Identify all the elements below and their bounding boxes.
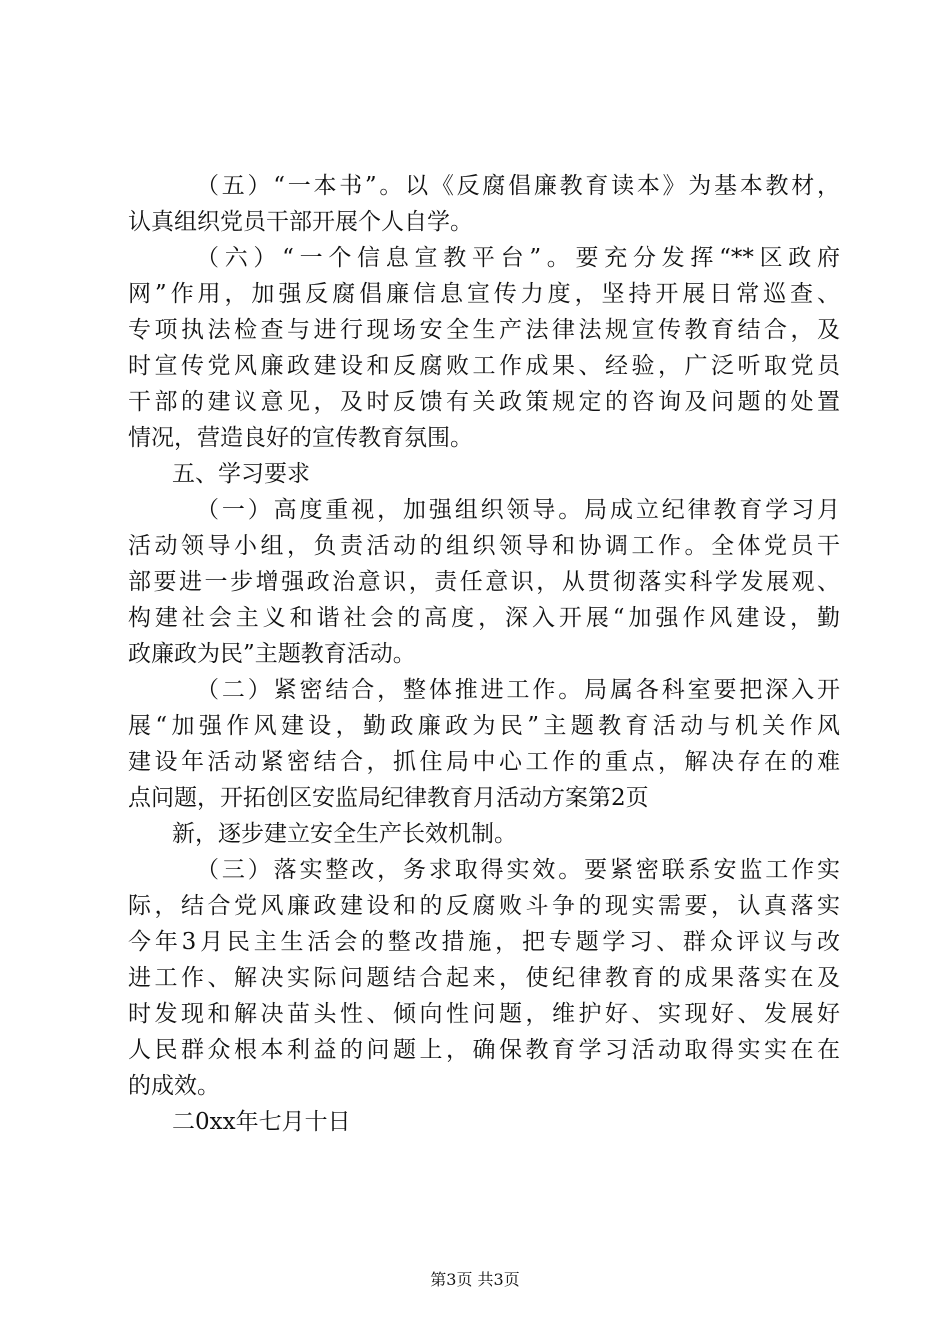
paragraph-line: 认真组织党员干部开展个人自学。 xyxy=(128,209,473,235)
paragraph-line: 的成效。 xyxy=(128,1073,220,1099)
page-footer: 第3页 共3页 xyxy=(430,1270,520,1289)
paragraph-line: 网”作用，加强反腐倡廉信息宣传力度，坚持开展日常巡查、 xyxy=(128,281,840,307)
paragraph-line: 部要进一步增强政治意识，责任意识，从贯彻落实科学发展观、 xyxy=(128,569,840,595)
paragraph-line: 人民群众根本利益的问题上，确保教育学习活动取得实实在在 xyxy=(128,1037,840,1063)
paragraph-line: 构建社会主义和谐社会的高度，深入开展“加强作风建设，勤 xyxy=(128,605,840,631)
paragraph-line: 新，逐步建立安全生产长效机制。 xyxy=(172,821,517,847)
section-heading: 五、学习要求 xyxy=(172,461,310,487)
document-body xyxy=(128,168,840,1140)
paragraph-line: 点问题，开拓创区安监局纪律教育月活动方案第2页 xyxy=(128,785,649,811)
document-date: 二0xx年七月十日 xyxy=(172,1109,351,1135)
paragraph-line: 情况，营造良好的宣传教育氛围。 xyxy=(128,425,473,451)
paragraph-line: 活动领导小组，负责活动的组织领导和协调工作。全体党员干 xyxy=(128,533,840,559)
paragraph-line: （一）高度重视，加强组织领导。局成立纪律教育学习月 xyxy=(196,497,840,523)
paragraph-line: （五）“一本书”。以《反腐倡廉教育读本》为基本教材， xyxy=(196,173,840,199)
paragraph-line: 今年3月民主生活会的整改措施，把专题学习、群众评议与改 xyxy=(128,929,840,955)
paragraph-line: 干部的建议意见，及时反馈有关政策规定的咨询及问题的处置 xyxy=(128,389,840,415)
paragraph-line: （三）落实整改，务求取得实效。要紧密联系安监工作实 xyxy=(196,857,840,883)
paragraph-line: 时发现和解决苗头性、倾向性问题，维护好、实现好、发展好 xyxy=(128,1001,840,1027)
paragraph-line: 展“加强作风建设，勤政廉政为民”主题教育活动与机关作风 xyxy=(128,713,840,739)
paragraph-line: 时宣传党风廉政建设和反腐败工作成果、经验，广泛听取党员 xyxy=(128,353,840,379)
paragraph-line: 建设年活动紧密结合，抓住局中心工作的重点，解决存在的难 xyxy=(128,749,840,775)
paragraph-line: （二）紧密结合，整体推进工作。局属各科室要把深入开 xyxy=(196,677,840,703)
paragraph-line: （六）“一个信息宣教平台”。要充分发挥“**区政府 xyxy=(196,245,840,271)
paragraph-line: 际，结合党风廉政建设和的反腐败斗争的现实需要，认真落实 xyxy=(128,893,840,919)
paragraph-line: 政廉政为民”主题教育活动。 xyxy=(128,641,416,667)
paragraph-line: 专项执法检查与进行现场安全生产法律法规宣传教育结合，及 xyxy=(128,317,840,343)
paragraph-line: 进工作、解决实际问题结合起来，使纪律教育的成果落实在及 xyxy=(128,965,840,991)
